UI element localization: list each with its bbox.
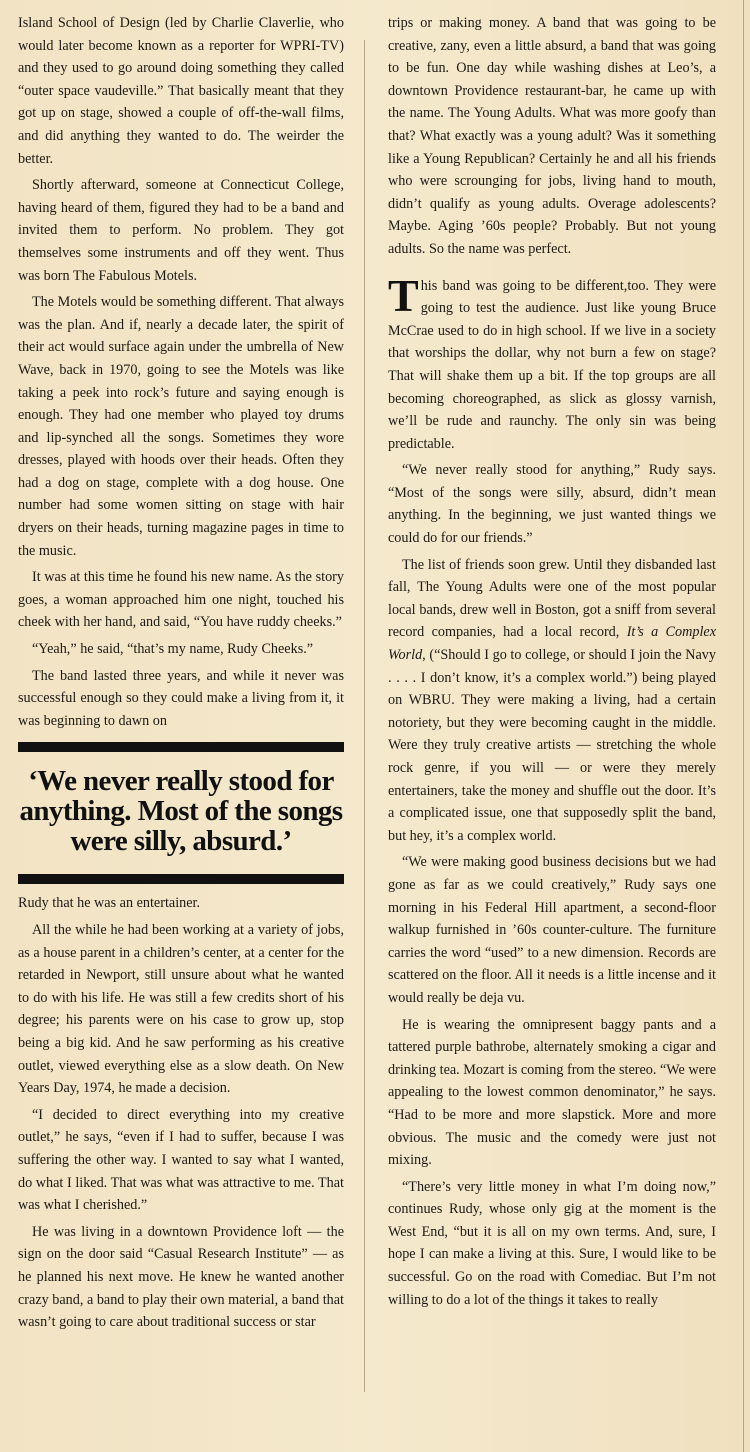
paragraph: “Yeah,” he said, “that’s my name, Rudy Cheeks.”	[32, 641, 314, 658]
record-title: It’s a Complex World,	[388, 624, 716, 664]
pullquote-bottom-rule	[18, 874, 344, 884]
paragraph: Rudy that he was an entertainer.	[18, 895, 201, 912]
drop-cap: T	[388, 269, 419, 321]
column-divider	[364, 40, 365, 1392]
paragraph: He is wearing the omnipresent baggy pants and a tattered purple bathrobe, alternately smoking a cigar and drinking tea. Mozart is coming from the stereo. “We were appealing to the lowest common denominator,” he says. “Had to be more and more slapstick. More and more obvious. The music and the comedy were just not mixing.	[388, 1016, 716, 1169]
paragraph: All the while he had been working at a variety of jobs, as a house parent in a children’s center, at a center for the retarded in Newport, still unsure about what he wanted to do with his life. He was still a few credits short of his degree; his parents were on his case to grow up, stop being a big kid. And he saw performing as his creative outlet, viewed everything else as a slow death. On New Years Day, 1974, he made a decision.	[18, 922, 344, 1097]
paragraph-text: (“Should I go to college, or should I join the Navy . . . . I don’t know, it’s a complex world.”) being played on WBRU. They were making a living, had a certain notoriety, but they were becoming caught in the middle. Were they truly creative artists — stretching the whole rock genre, if you will — or were they merely entertainers, take the money and shuffle out the door. It’s a complicated issue, one that supposedly split the band, but hey, it’s a complex world.	[388, 647, 716, 844]
paragraph: It was at this time he found his new name. As the story goes, a woman approached him one night, touched his cheek with her hand, and said, “You have ruddy cheeks.”	[18, 569, 344, 631]
paragraph: “There’s very little money in what I’m doing now,” continues Rudy, whose only gig at the moment is the West End, “but it is all on my own terms. And, sure, I hope I can make a living at this. Sure, I would like to be successful. Go on the road with Comediac. But I’m not willing to do a lot of the things it takes to really	[388, 1178, 716, 1308]
section-start	[388, 269, 716, 456]
paragraph: The band lasted three years, and while it never was successful enough so they could make a living from it, it was beginning to dawn on	[18, 667, 344, 729]
left-column	[18, 12, 344, 1338]
paragraph: He was living in a downtown Providence loft — the sign on the door said “Casual Research Institute” — as he planned his next move. He knew he wanted another crazy band, a band to play their own material, a band that wasn’t going to care about traditional success or star	[18, 1223, 344, 1331]
paragraph: “I decided to direct everything into my creative outlet,” he says, “even if I had to suffer, because I was suffering the other way. I wanted to say what I wanted, do what I liked. That was what was attractive to me. That was what I cherished.”	[18, 1106, 344, 1214]
paragraph: “We were making good business decisions but we had gone as far as we could creatively,” Rudy says one morning in his Federal Hill apartment, a second-floor walkup furnished in ’60s counter-culture. The furniture carries the word “used” to a new dimension. Records are scattered on the floor. All it needs is a little incense and it would really be deja vu.	[388, 854, 716, 1006]
paragraph: trips or making money. A band that was going to be creative, zany, even a little absurd, a band that was going to be fun. One day while washing dishes at Leo’s, a downtown Providence restaurant-bar, he came up with the name. The Young Adults. What was more goofy than that? What exactly was a young adult? Was it something like a Young Republican? Certainly he and all his friends who were scrounging for jobs, living hand to mouth, didn’t qualify as young adults. Overage adolescents? Maybe. Aging ’60s people? Probably. But not young adults. So the name was perfect.	[388, 15, 716, 257]
pullquote-top-rule	[18, 742, 344, 752]
pullquote: ‘We never really stood for anything. Most of the songs were silly, absurd.’	[19, 765, 343, 858]
paragraph-with-dropcap	[388, 269, 716, 456]
paragraph: Island School of Design (led by Charlie Claverlie, who would later become known as a reporter for WPRI-TV) and they used to go around doing something they called “outer space vaudeville.” That basically meant that they got up on stage, showed a couple of off-the-wall films, and did anything they wanted to do. The weirder the better.	[18, 15, 344, 167]
paragraph	[388, 554, 716, 848]
page-edge-line	[743, 0, 744, 1452]
paragraph-text: The list of friends soon grew. Until they disbanded last fall, The Young Adults were one of the most popular local bands, drew well in Boston, got a sniff from several record companies, had a local record,	[388, 556, 716, 641]
paragraph: Shortly afterward, someone at Connecticut College, having heard of them, figured they had to be a band and invited them to perform. No problem. They got themselves some instruments and off they went. Thus was born The Fabulous Motels.	[18, 177, 344, 284]
paragraph: The Motels would be something different. That always was the plan. And if, nearly a decade later, the spirit of their act would surface again under the umbrella of New Wave, back in 1970, going to see the Motels was like taking a peek into rock’s future and saying enough is enough. They had one member who played toy drums and lip-synched all the songs. Sometimes they wore dresses, played with hoods over their heads. Often they had a dog on stage, complete with a dog house. One number had some women sitting on stage with hair dryers on their heads, turning magazine pages in time to the music.	[18, 294, 344, 559]
paragraph-text: his band was going to be different,too. They were going to test the audience. Just like young Bruce McCrae used to do in high school. If we live in a society that worships the dollar, why not burn a few on stage? That will shake them up a bit. If the top groups are all becoming choreographed, as slick as glossy varnish, we’ll be rude and raunchy. The only sin was being predictable.	[388, 277, 716, 452]
right-column	[388, 12, 716, 1315]
paragraph: “We never really stood for anything,” Rudy says. “Most of the songs were silly, absurd, didn’t mean anything. In the beginning, we just wanted things we could do for our friends.”	[388, 462, 716, 547]
